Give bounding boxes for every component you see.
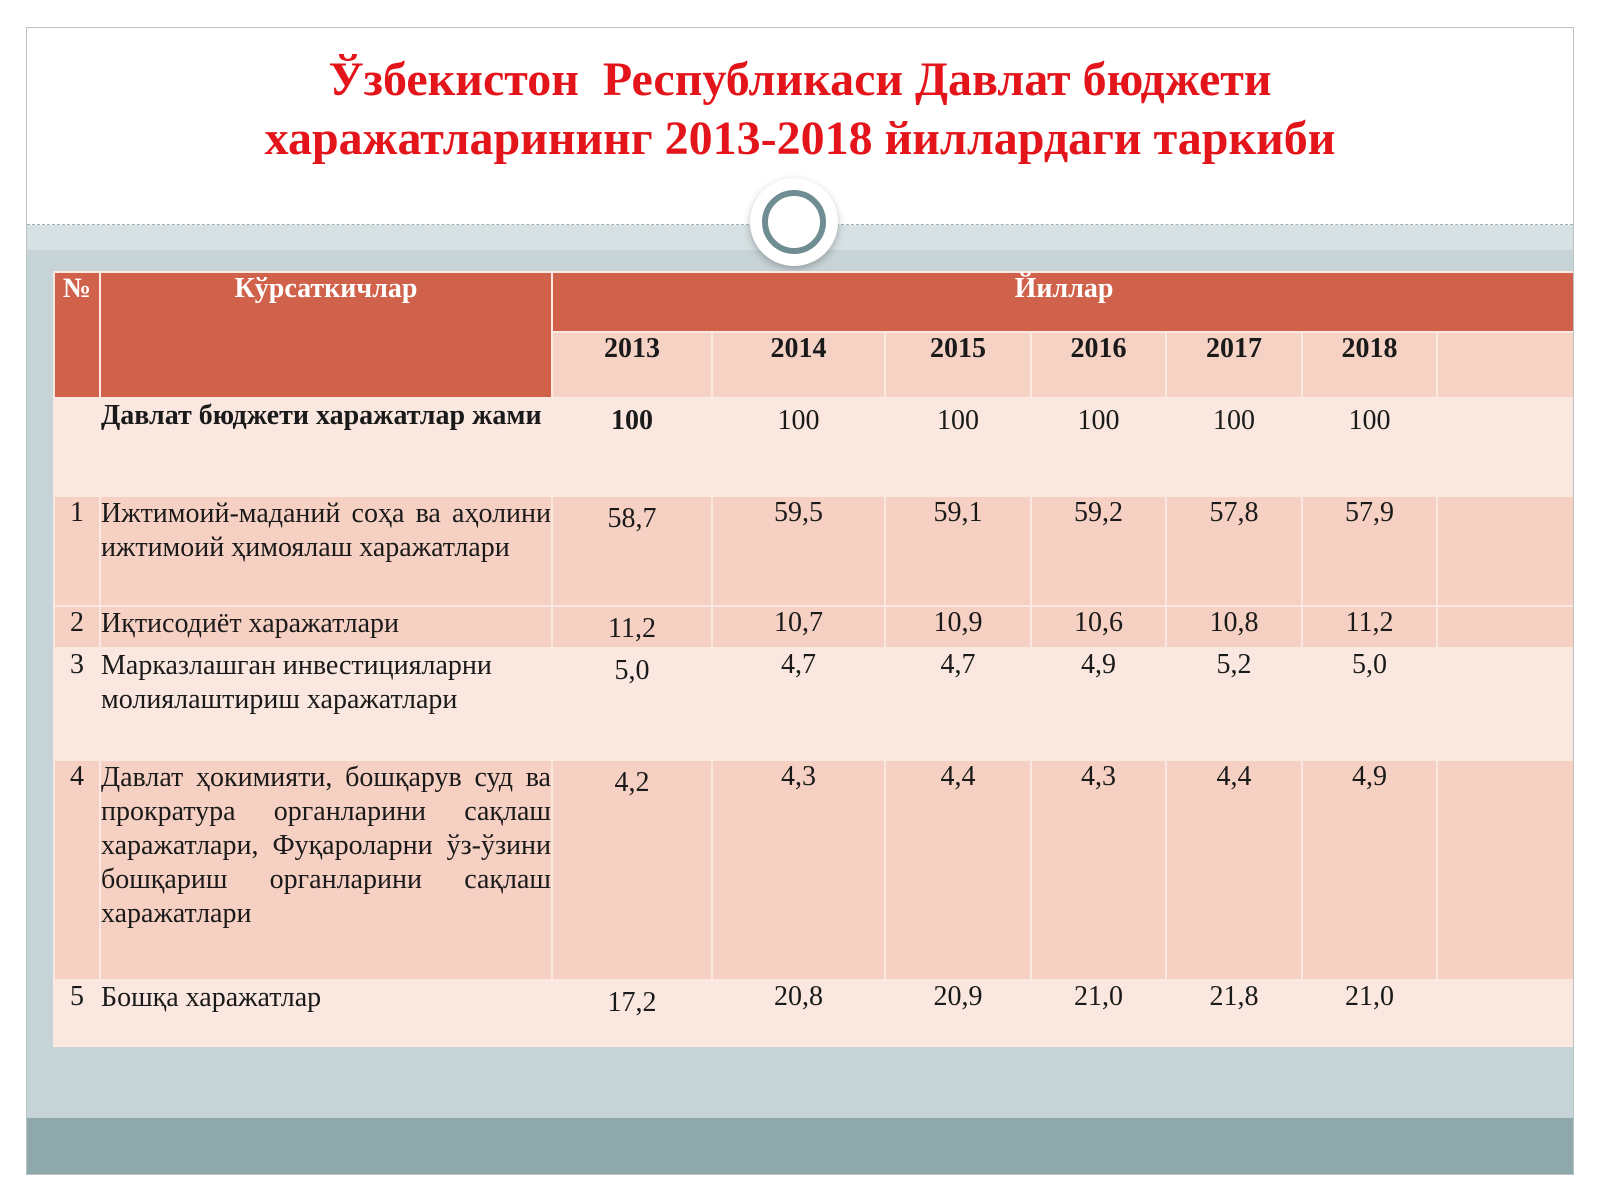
cell-value: 20,8	[712, 980, 885, 1046]
row-label: Марказлашган инвестицияларни молиялаштириш харажатлари	[100, 648, 552, 760]
cell-value: 21,8	[1166, 980, 1302, 1046]
empty-header-cell	[1437, 332, 1574, 398]
cell-value: 11,2	[1302, 606, 1437, 648]
empty-cell	[1437, 760, 1574, 980]
cell-value: 10,6	[1031, 606, 1166, 648]
year-header: 2017	[1166, 332, 1302, 398]
cell-value: 59,2	[1031, 496, 1166, 606]
title-line-1: Ўзбекистон Республикаси Давлат бюджети	[328, 53, 1272, 106]
cell-value: 59,1	[885, 496, 1031, 606]
table-row	[54, 760, 1574, 980]
cell-value: 20,9	[885, 980, 1031, 1046]
cell-value: 100	[552, 398, 712, 496]
row-label: Иқтисодиёт харажатлари	[100, 606, 552, 648]
col-header-indicator: Кўрсаткичлар	[100, 272, 552, 398]
slide	[26, 27, 1574, 1175]
row-label: Ижтимоий-маданий соҳа ва аҳолини ижтимоий ҳимоялаш харажатлари	[100, 496, 552, 606]
cell-value: 4,3	[1031, 760, 1166, 980]
cell-value: 21,0	[1302, 980, 1437, 1046]
cell-value: 100	[1166, 398, 1302, 496]
cell-value: 4,9	[1031, 648, 1166, 760]
cell-value: 10,9	[885, 606, 1031, 648]
row-number: 1	[54, 496, 100, 606]
cell-value: 11,2	[552, 606, 712, 648]
year-header: 2015	[885, 332, 1031, 398]
footer-bar	[27, 1118, 1573, 1175]
row-number: 5	[54, 980, 100, 1046]
cell-value: 4,9	[1302, 760, 1437, 980]
row-number	[54, 398, 100, 496]
row-number: 2	[54, 606, 100, 648]
table-row	[54, 496, 1574, 606]
cell-value: 4,2	[552, 760, 712, 980]
cell-value: 4,4	[1166, 760, 1302, 980]
table-row	[54, 606, 1574, 648]
year-header: 2018	[1302, 332, 1437, 398]
cell-value: 10,8	[1166, 606, 1302, 648]
cell-value: 4,4	[885, 760, 1031, 980]
year-header: 2014	[712, 332, 885, 398]
table-row	[54, 980, 1574, 1046]
cell-value: 21,0	[1031, 980, 1166, 1046]
cell-value: 100	[1302, 398, 1437, 496]
cell-value: 57,9	[1302, 496, 1437, 606]
budget-table	[53, 271, 1574, 1047]
cell-value: 57,8	[1166, 496, 1302, 606]
year-header: 2016	[1031, 332, 1166, 398]
circle-ornament-icon	[750, 178, 838, 266]
cell-value: 4,7	[712, 648, 885, 760]
col-header-no: №	[54, 272, 100, 398]
empty-cell	[1437, 606, 1574, 648]
empty-cell	[1437, 648, 1574, 760]
cell-value: 59,5	[712, 496, 885, 606]
cell-value: 10,7	[712, 606, 885, 648]
row-label: Давлат ҳокимияти, бошқарув суд ва прократура органларини сақлаш харажатлари, Фуқароларни ўз-ўзини бошқариш органларини сақлаш харажатлари	[100, 760, 552, 980]
table-row-total	[54, 398, 1574, 496]
row-label: Бошқа харажатлар	[100, 980, 552, 1046]
cell-value: 4,3	[712, 760, 885, 980]
row-number: 3	[54, 648, 100, 760]
header-row-1	[54, 272, 1574, 332]
row-number: 4	[54, 760, 100, 980]
empty-cell	[1437, 398, 1574, 496]
cell-value: 58,7	[552, 496, 712, 606]
year-header: 2013	[552, 332, 712, 398]
cell-value: 5,2	[1166, 648, 1302, 760]
slide-title	[27, 50, 1573, 168]
empty-cell	[1437, 980, 1574, 1046]
cell-value: 100	[1031, 398, 1166, 496]
cell-value: 5,0	[1302, 648, 1437, 760]
empty-cell	[1437, 496, 1574, 606]
row-label: Давлат бюджети харажатлар жами	[100, 398, 552, 496]
cell-value: 4,7	[885, 648, 1031, 760]
cell-value: 100	[712, 398, 885, 496]
cell-value: 5,0	[552, 648, 712, 760]
table-row	[54, 648, 1574, 760]
cell-value: 100	[885, 398, 1031, 496]
cell-value: 17,2	[552, 980, 712, 1046]
col-header-years: Йиллар	[552, 272, 1574, 332]
title-line-2: харажатларининг 2013-2018 йиллардаги таркиби	[264, 112, 1336, 165]
